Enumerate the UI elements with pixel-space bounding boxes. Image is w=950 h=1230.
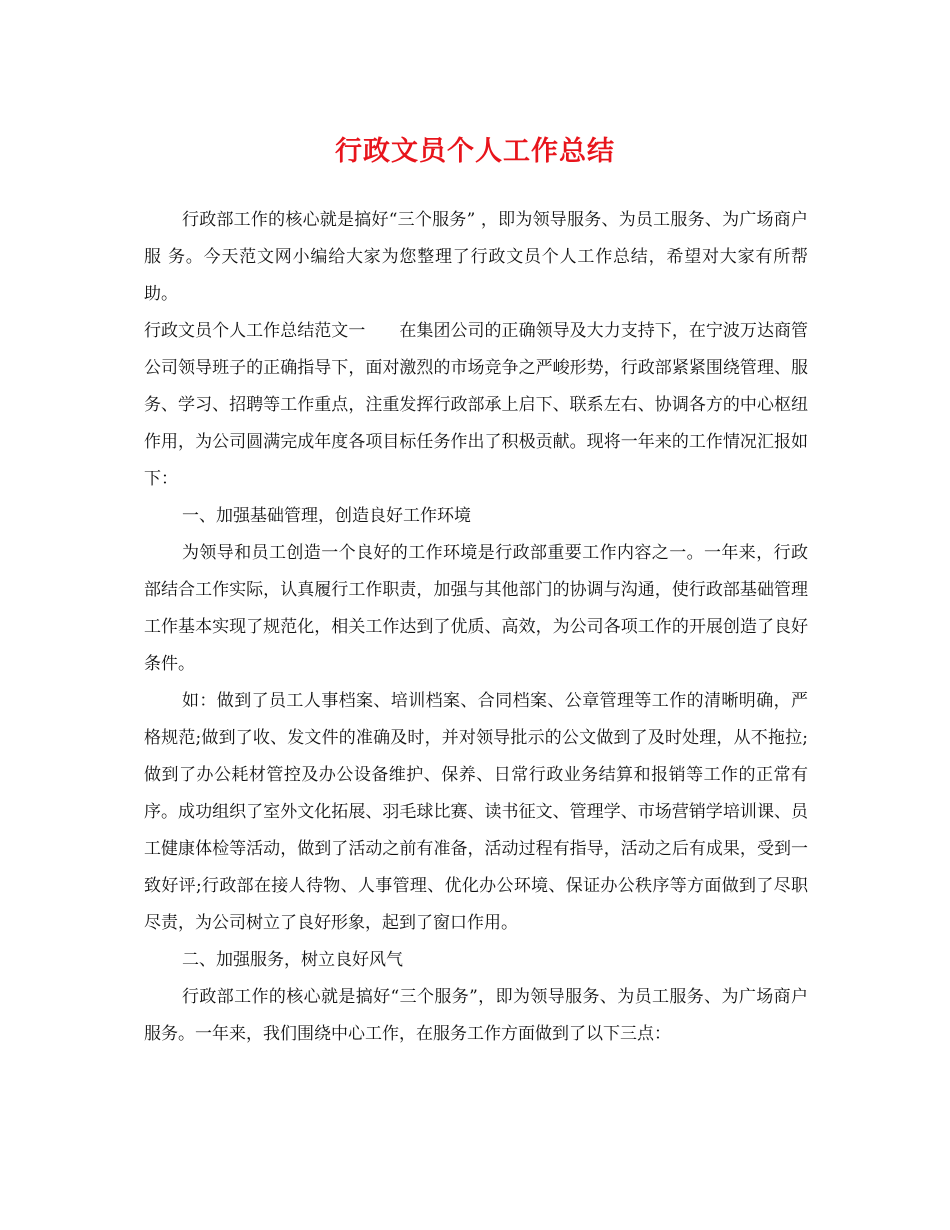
section-heading-2: 二、加强服务，树立良好风气 — [182, 950, 403, 970]
section-heading-1: 一、加强基础管理，创造良好工作环境 — [182, 506, 471, 526]
paragraph-section-1: 为领导和员工创造一个良好的工作环境是行政部重要工作内容之一。一年来，行政部结合工作实际，认真履行工作职责，加强与其他部门的协调与沟通，使行政部基础管理工作基本实现了规范化，相关工作达到了优质、高效，为公司各项工作的开展创造了良好条件。 — [144, 543, 808, 674]
paragraph-sample-one: 行政文员个人工作总结范文一 在集团公司的正确领导及大力支持下，在宁波万达商管公司领导班子的正确指导下，面对激烈的市场竞争之严峻形势，行政部紧紧围绕管理、服务、学习、招聘等工作重点，注重发挥行政部承上启下、联系左右、协调各方的中心枢纽作用，为公司圆满完成年度各项目标任务作出了积极贡献。现将一年来的工作情况汇报如下： — [144, 321, 808, 489]
paragraph-examples: 如：做到了员工人事档案、培训档案、合同档案、公章管理等工作的清晰明确，严格规范;做到了收、发文件的准确及时，并对领导批示的公文做到了及时处理，从不拖拉;做到了办公耗材管控及办公设备维护、保养、日常行政业务结算和报销等工作的正常有序。成功组织了室外文化拓展、羽毛球比赛、读书征文、管理学、市场营销学培训课、员工健康体检等活动，做到了活动之前有准备，活动过程有指导，活动之后有成果，受到一致好评;行政部在接人待物、人事管理、优化办公环境、保证办公秩序等方面做到了尽职尽责，为公司树立了良好形象，起到了窗口作用。 — [144, 691, 808, 933]
document-body — [144, 202, 808, 1053]
paragraph-section-2: 行政部工作的核心就是搞好“三个服务”，即为领导服务、为员工服务、为广场商户服务。一年来，我们围绕中心工作，在服务工作方面做到了以下三点： — [144, 987, 808, 1044]
document-title: 行政文员个人工作总结 — [335, 136, 615, 167]
paragraph-intro: 行政部工作的核心就是搞好“三个服务” ，即为领导服务、为员工服务、为广场商户服 务。今天范文网小编给大家为您整理了行政文员个人工作总结，希望对大家有所帮助。 — [144, 210, 808, 304]
